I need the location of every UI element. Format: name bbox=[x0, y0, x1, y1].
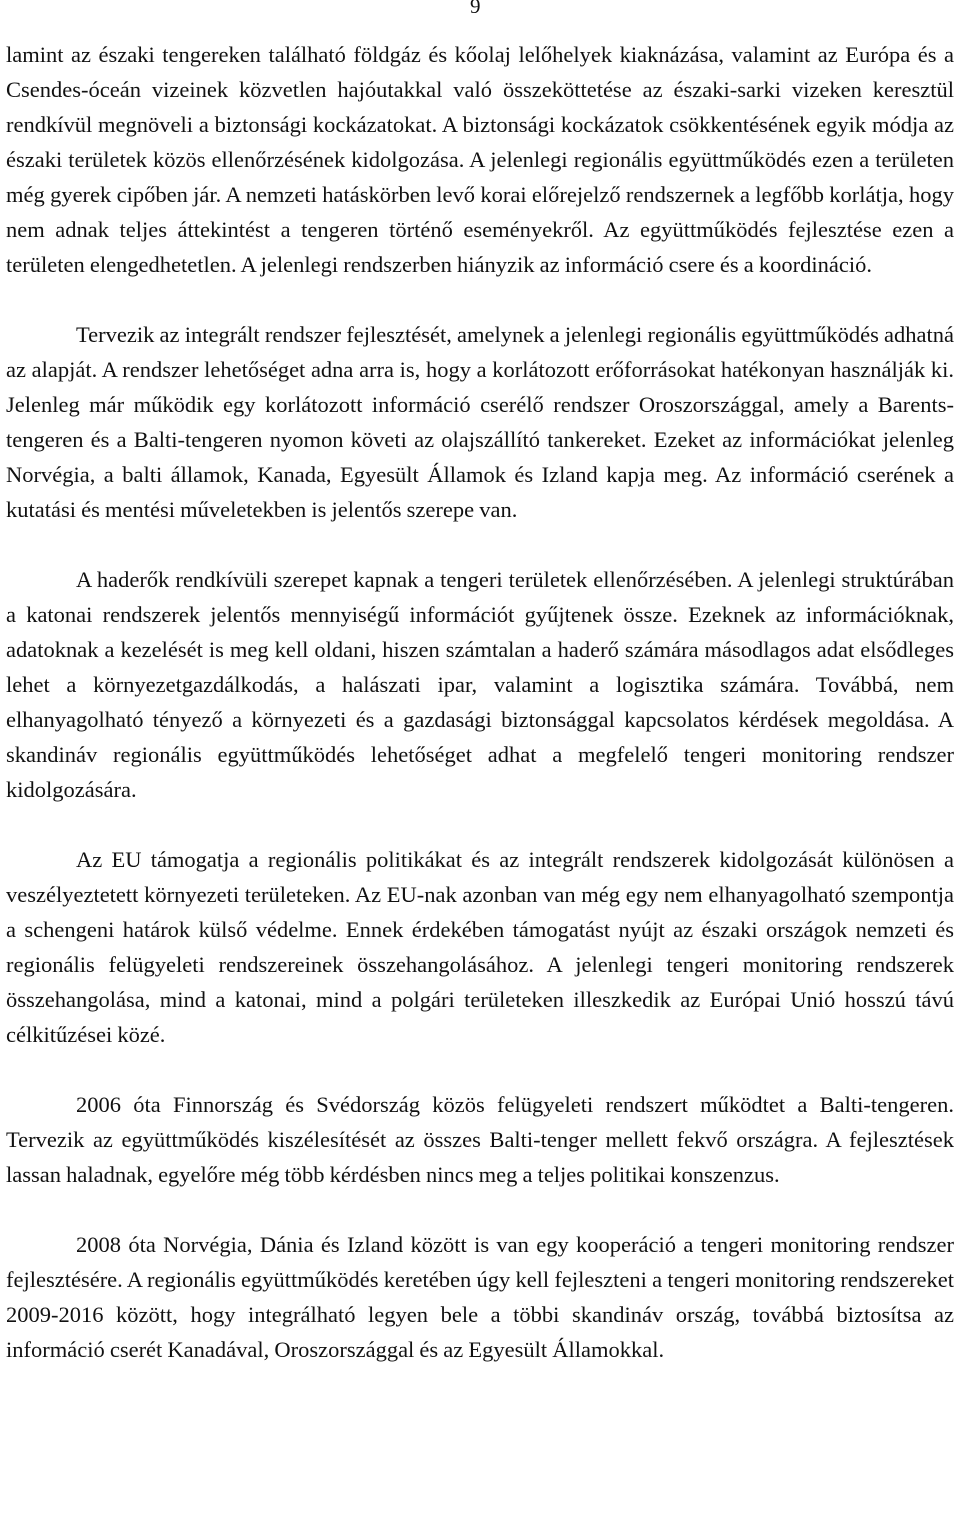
paragraph-integrated-system: Tervezik az integrált rendszer fejlesztését, amelynek a jelenlegi regionális együttműködés adhatná az alapját. A rendszer lehetőséget adna arra is, hogy a korlátozott erőforrásokat hatékonyan használják ki. Jelenleg már működik egy korlátozott információ cserélő rendszer Oroszországgal, amely a Barents-tengeren és a Balti-tengeren nyomon követi az olajszállító tankereket. Ezeket az információkat jelenleg Norvégia, a balti államok, Kanada, Egyesült Államok és Izland kapja meg. Az információ cserének a kutatási és mentési műveletekben is jelentős szerepe van. bbox=[6, 322, 954, 522]
paragraph-2008: 2008 óta Norvégia, Dánia és Izland között is van egy kooperáció a tengeri monitoring rendszer fejlesztésére. A regionális együttműködés keretében úgy kell fejleszteni a tengeri monitoring rendszereket 2009-2016 között, hogy integrálható legyen bele a többi skandináv ország, továbbá biztosítsa az információ cserét Kanadával, Oroszországgal és az Egyesült Államokkal. bbox=[6, 1232, 954, 1362]
paragraph-gap bbox=[6, 807, 954, 842]
paragraph-continued: lamint az északi tengereken található földgáz és kőolaj lelőhelyek kiaknázása, valamint az Európa és a Csendes-óceán vizeinek közvetlen hajóutakkal való összeköttetése az északi-sarki vizeken keresztül rendkívül megnöveli a biztonsági kockázatokat. A biztonsági kockázatok csökkentésének egyik módja az északi területek közös ellenőrzésének kidolgozása. A jelenlegi regionális együttműködés ezen a területen még gyerek cipőben jár. A nemzeti hatáskörben levő korai előrejelző rendszernek a legfőbb korlátja, hogy nem adnak teljes áttekintést a tengeren történő eseményekről. Az együttműködés fejlesztése ezen a területen elengedhetetlen. A jelenlegi rendszerben hiányzik az információ csere és a koordináció. bbox=[6, 42, 954, 277]
paragraph-eu-support: Az EU támogatja a regionális politikákat és az integrált rendszerek kidolgozását különösen a veszélyeztetett környezeti területeken. Az EU-nak azonban van még egy nem elhanyagolható szempontja a schengeni határok külső védelme. Ennek érdekében támogatást nyújt az északi országok nemzeti és regionális felügyeleti rendszereinek összehangolásához. A jelenlegi tengeri monitoring rendszerek összehangolása, mind a katonai, mind a polgári területeken illeszkedik az Európai Unió hosszú távú célkitűzései közé. bbox=[6, 847, 954, 1047]
paragraph-gap bbox=[6, 527, 954, 562]
paragraph-gap bbox=[6, 1052, 954, 1087]
paragraph-gap bbox=[6, 1192, 954, 1227]
paragraph-2006: 2006 óta Finnország és Svédország közös felügyeleti rendszert működtet a Balti-tengeren. Tervezik az együttműködés kiszélesítését az összes Balti-tenger mellett fekvő országra. A fejlesztések lassan haladnak, egyelőre még több kérdésben nincs meg a teljes politikai konszenzus. bbox=[6, 1092, 954, 1187]
page-number: 9 bbox=[470, 0, 481, 18]
paragraph-armed-forces: A haderők rendkívüli szerepet kapnak a tengeri területek ellenőrzésében. A jelenlegi struktúrában a katonai rendszerek jelentős mennyiségű információt gyűjtenek össze. Ezeknek az információknak, adatoknak a kezelését is meg kell oldani, hiszen számtalan a haderő számára másodlagos adat elsődleges lehet a környezetgazdálkodás, a halászati ipar, valamint a logisztika számára. Továbbá, nem elhanyagolható tényező a környezeti és a gazdasági biztonsággal kapcsolatos kérdések megoldása. A skandináv regionális együttműködés lehetőséget adhat a megfelelő tengeri monitoring rendszer kidolgozására. bbox=[6, 567, 954, 802]
document-body bbox=[6, 37, 954, 1367]
paragraph-gap bbox=[6, 282, 954, 317]
